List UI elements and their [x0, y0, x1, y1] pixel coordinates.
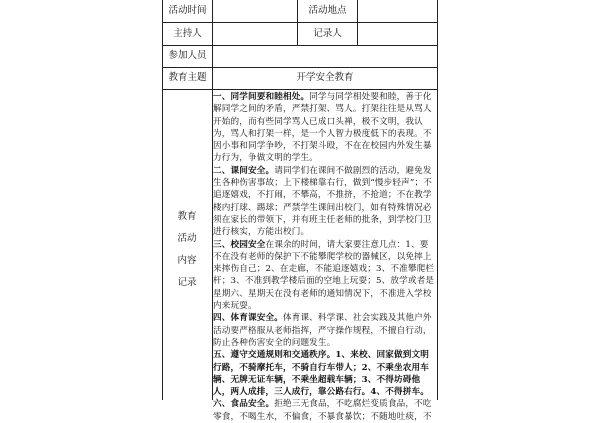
record-form-table	[162, 0, 438, 422]
activity-record-content	[213, 91, 437, 423]
participants-label: 参加人员	[168, 50, 207, 61]
section-1	[213, 91, 437, 165]
record-side-char: 记录	[177, 277, 197, 288]
record-side-char: 活动	[177, 233, 197, 244]
section-2-title: 二、课间安全。	[213, 165, 275, 176]
section-3	[213, 239, 437, 313]
section-2	[213, 165, 437, 239]
section-6-body: 拒绝三无食品，不吃腐烂变质食品，不吃零食，不喝生水，不偏食，不暴食暴饮；不随地吐痰，不	[213, 399, 432, 422]
table-right-border	[437, 0, 438, 400]
activity-place-label: 活动地点	[308, 5, 347, 16]
section-4-body: 体育课、科学课、社会实践及其他户外活动要严格服从老师指挥，严守操作规程，不擅自行动，防止各种伤害安全的问题发生。	[213, 313, 432, 348]
section-5-body: 1、来校、回家做到文明行路，不骑摩托车，不骑自行车带人；2、不乘坐农用车辆、无牌无证车辆，不乘坐超载车辆；3、不得坊碍他人，两人成排，三人成行，靠公路右行。4、不得拼车。	[213, 350, 429, 398]
section-3-body: 在课余的时间，请大家要注意几点：1、要不在没有老师的保护下不能攀爬学校的器械区，以免摔上来摔伤自己；2、在走廊，不能追逐嬉戏；3、不准攀爬栏杆；3、不准到教学楼后面的空地上玩耍；5、放学或者是星期六、星期天在没有老师的通知情况下，不准进入学校内来玩耍。	[213, 239, 435, 312]
theme-value: 开学安全教育	[296, 72, 354, 83]
record-side-char: 内容	[177, 255, 197, 266]
section-3-title: 三、校园安全	[213, 239, 266, 250]
section-5-title: 五、遵守交通规则和交通秩序。	[213, 350, 336, 361]
section-1-body: 同学与同学相处要和睦，善于化解同学之间的矛盾，严禁打架、骂人。打架往往是从骂人开始的，而有些同学骂人已成口头禅，极不文明，我认为，骂人和打架一样，是一个人智力极度低下的表现。不因小事和同学争吵，不打架斗殴，不在在校园内外发生暴力行为，争做文明的学生。	[213, 92, 432, 164]
section-5	[213, 349, 437, 398]
record-side-char: 教育	[177, 211, 197, 222]
row-divider	[162, 89, 438, 90]
row-divider	[162, 67, 438, 68]
section-1-title: 一、同学间要和睦相处。	[213, 92, 310, 102]
row-divider	[162, 22, 438, 23]
activity-time-label: 活动时间	[168, 5, 207, 16]
section-2-body: 请同学们在课间不做剧烈的活动，避免发生各种伤害事故；上下楼梯靠右行，做到“慢步轻声”；不追逐嬉戏，不打闹，不攀高，不推挤，不抢道；不在教学楼内打球、踢球；严禁学生课间出校门，如有特殊情况必须在家长的带领下，并有班主任老师的批条，到学校门卫进行核实，方能出校门。	[213, 165, 432, 238]
row-divider	[162, 45, 438, 46]
section-6	[213, 398, 437, 423]
theme-label: 教育主题	[168, 72, 207, 83]
section-4	[213, 312, 437, 349]
recorder-label: 记录人	[313, 28, 342, 39]
record-side-label	[162, 206, 212, 294]
section-4-title: 四、体育课安全。	[213, 313, 283, 324]
host-label: 主持人	[173, 28, 202, 39]
section-6-title: 六、食品安全。	[213, 399, 275, 410]
